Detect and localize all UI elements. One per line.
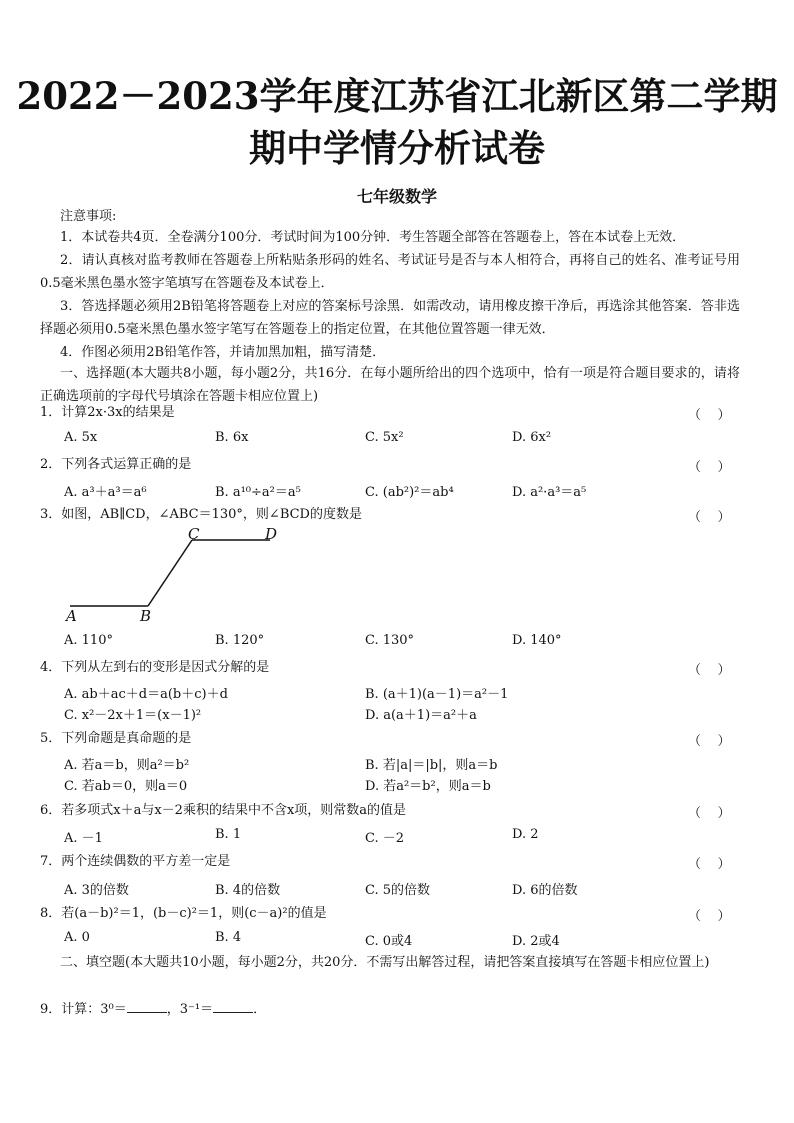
q3-option-b: B. 120° (215, 633, 265, 648)
figure-label-a: A (66, 607, 77, 625)
q3-option-c: C. 130° (365, 633, 415, 648)
q5-option-b: B. 若|a|＝|b|，则a＝b (365, 758, 498, 773)
figure-label-b: B (140, 607, 152, 625)
answer-paren: （ ） (688, 460, 731, 475)
notice-heading: 注意事项: (60, 209, 117, 224)
q7-option-b: B. 4的倍数 (215, 883, 281, 898)
q9-middle: ，3⁻¹＝ (166, 1002, 214, 1017)
q6-option-a: A. －1 (64, 831, 103, 846)
answer-paren: （ ） (688, 857, 731, 872)
answer-paren: （ ） (688, 663, 731, 678)
answer-blank[interactable] (213, 1000, 253, 1013)
q4-option-b: B. (a＋1)(a－1)＝a²－1 (365, 687, 509, 702)
q4-option-d: D. a(a＋1)＝a²＋a (365, 708, 477, 723)
question-1-stem: 1．计算2x·3x的结果是 (40, 405, 175, 420)
exam-title-line1: 2022－2023学年度江苏省江北新区第二学期 (16, 74, 778, 118)
q8-option-d: D. 2或4 (512, 934, 560, 949)
q2-option-b: B. a¹⁰÷a²＝a⁵ (215, 485, 301, 500)
answer-blank[interactable] (127, 1000, 167, 1013)
q5-option-d: D. 若a²＝b²，则a＝b (365, 779, 491, 794)
figure-label-c: C (188, 525, 200, 543)
figure-label-d: D (265, 525, 278, 543)
answer-paren: （ ） (688, 408, 731, 423)
answer-paren: （ ） (688, 510, 731, 525)
q6-option-c: C. －2 (365, 831, 405, 846)
q2-option-d: D. a²·a³＝a⁵ (512, 485, 587, 500)
answer-paren: （ ） (688, 734, 731, 749)
section1-instructions: 一、选择题(本大题共8小题，每小题2分，共16分．在每小题所给出的四个选项中，恰有一项是符合题目要求的，请将正确选项前的字母代号填涂在答题卡相应位置上) (40, 366, 740, 404)
section2-instructions: 二、填空题(本大题共10小题，每小题2分，共20分．不需写出解答过程，请把答案直接填写在答题卡相应位置上) (60, 955, 710, 970)
q6-option-d: D. 2 (512, 827, 539, 842)
q9-suffix: ． (253, 1002, 267, 1017)
answer-paren: （ ） (688, 909, 731, 924)
question-2-stem: 2．下列各式运算正确的是 (40, 457, 192, 472)
question-7-stem: 7．两个连续偶数的平方差一定是 (40, 854, 231, 869)
q4-option-a: A. ab＋ac＋d＝a(b＋c)＋d (64, 687, 228, 702)
q4-option-c: C. x²－2x＋1＝(x－1)² (64, 708, 202, 723)
question-9 (40, 1000, 266, 1019)
q1-option-d: D. 6x² (512, 430, 552, 445)
q7-option-c: C. 5的倍数 (365, 883, 431, 898)
q7-option-d: D. 6的倍数 (512, 883, 578, 898)
parallel-lines-figure (60, 520, 300, 630)
q1-option-b: B. 6x (215, 430, 249, 445)
question-4-stem: 4．下列从左到右的变形是因式分解的是 (40, 660, 270, 675)
q8-option-c: C. 0或4 (365, 934, 413, 949)
q5-option-c: C. 若ab＝0，则a＝0 (64, 779, 188, 794)
q2-option-a: A. a³＋a³＝a⁶ (64, 485, 147, 500)
question-8-stem: 8．若(a－b)²＝1，(b－c)²＝1，则(c－a)²的值是 (40, 906, 327, 921)
q1-option-c: C. 5x² (365, 430, 404, 445)
q6-option-b: B. 1 (215, 827, 242, 842)
question-6-stem: 6．若多项式x＋a与x－2乘积的结果中不含x项，则常数a的值是 (40, 803, 407, 818)
notice-item-1: 1．本试卷共4页．全卷满分100分．考试时间为100分钟．考生答题全部答在答题卷上，答在本试卷上无效． (60, 230, 686, 245)
question-5-stem: 5．下列命题是真命题的是 (40, 731, 192, 746)
answer-paren: （ ） (688, 806, 731, 821)
notice-item-3: 3．答选择题必须用2B铅笔将答题卷上对应的答案标号涂黑．如需改动，请用橡皮擦干净后，再选涂其他答案．答非选择题必须用0.5毫米黑色墨水签字笔写在答题卷上的指定位置，在其他位置答题一律无效． (40, 299, 740, 337)
exam-title-line2: 期中学情分析试卷 (249, 126, 545, 170)
q5-option-a: A. 若a＝b，则a²＝b² (64, 758, 190, 773)
q8-option-a: A. 0 (64, 930, 90, 945)
exam-subtitle: 七年级数学 (356, 187, 437, 206)
q3-option-a: A. 110° (64, 633, 113, 648)
q7-option-a: A. 3的倍数 (64, 883, 129, 898)
q9-prefix: 9．计算：3⁰＝ (40, 1002, 127, 1017)
q1-option-a: A. 5x (64, 430, 98, 445)
q3-option-d: D. 140° (512, 633, 562, 648)
question-3-stem: 3．如图，AB∥CD，∠ABC＝130°，则∠BCD的度数是 (40, 507, 362, 522)
notice-item-4: 4．作图必须用2B铅笔作答，并请加黑加粗，描写清楚． (60, 345, 386, 360)
q2-option-c: C. (ab²)²＝ab⁴ (365, 485, 454, 500)
q8-option-b: B. 4 (215, 930, 242, 945)
notice-item-2: 2．请认真核对监考教师在答题卷上所粘贴条形码的姓名、考试证号是否与本人相符合，再将自己的姓名、准考证号用0.5毫米黑色墨水签字笔填写在答题卷及本试卷上． (40, 253, 740, 291)
